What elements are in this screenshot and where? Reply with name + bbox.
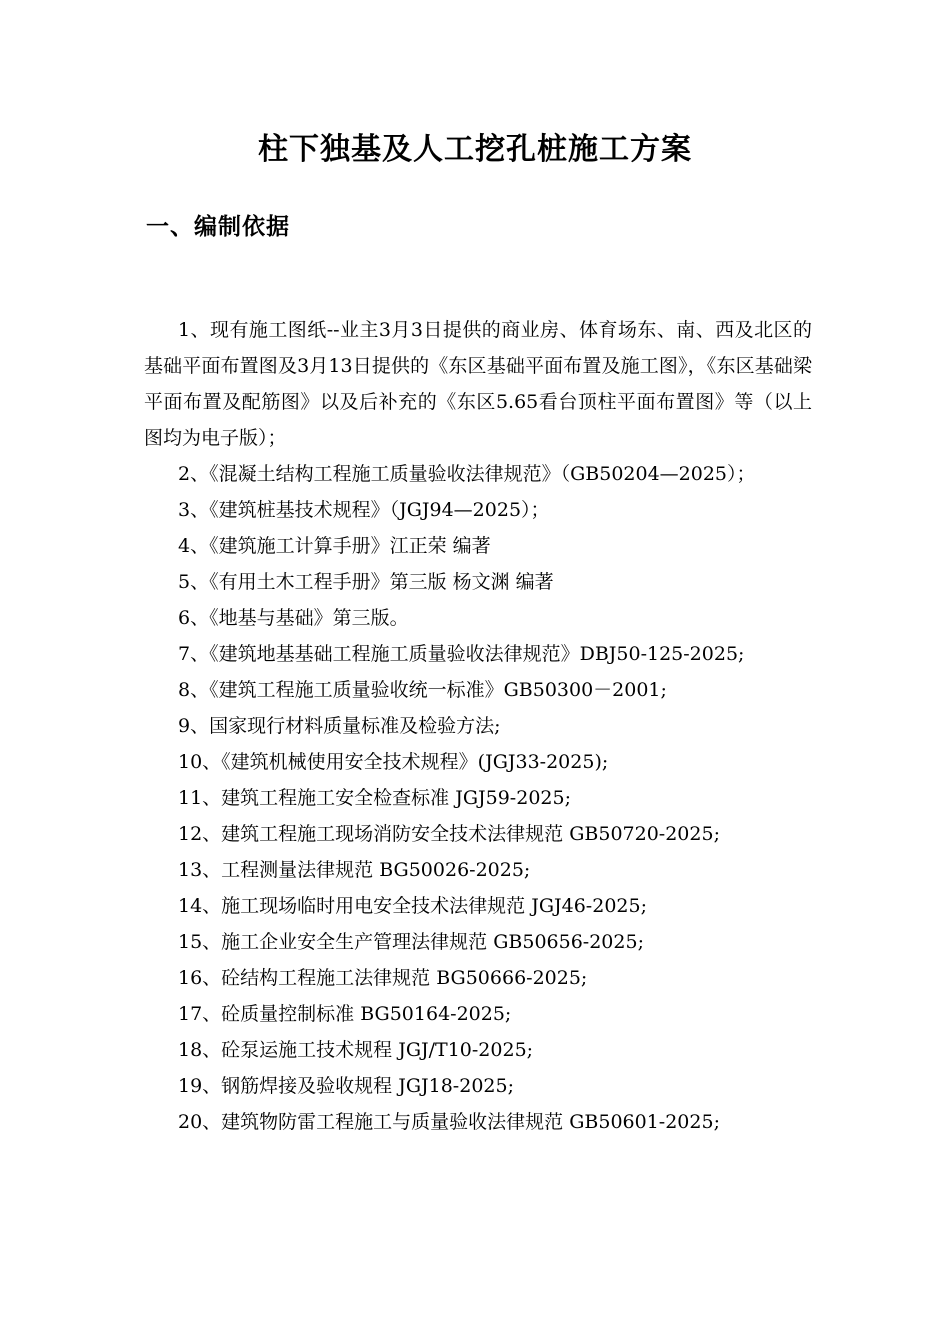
list-item: 3、《建筑桩基技术规程》（JGJ94—2025）； [178,499,550,521]
list-item: 15、施工企业安全生产管理法律规范 GB50656-2025; [178,931,644,953]
list-item: 6、《地基与基础》第三版。 [178,607,409,629]
section-heading: 一、编制依据 [146,214,290,240]
list-item: 7、《建筑地基基础工程施工质量验收法律规范》DBJ50-125-2025; [178,643,745,665]
list-item: 13、工程测量法律规范 BG50026-2025; [178,859,531,881]
list-item: 10、《建筑机械使用安全技术规程》(JGJ33-2025); [178,751,609,773]
list-item: 18、砼泵运施工技术规程 JGJ/T10-2025; [178,1039,534,1061]
list-item: 20、建筑物防雷工程施工与质量验收法律规范 GB50601-2025; [178,1111,720,1133]
list-item: 2、《混凝土结构工程施工质量验收法律规范》（GB50204—2025）； [178,463,756,485]
list-item: 4、《建筑施工计算手册》江正荣 编著 [178,535,491,557]
document-title: 柱下独基及人工挖孔桩施工方案 [258,132,692,167]
list-item: 17、砼质量控制标准 BG50164-2025; [178,1003,512,1025]
list-item: 19、钢筋焊接及验收规程 JGJ18-2025; [178,1075,514,1097]
basis-list [144,312,812,1140]
list-item: 1、现有施工图纸--业主3月3日提供的商业房、体育场东、南、西及北区的基础平面布置图及3月13日提供的《东区基础平面布置及施工图》，《东区基础梁平面布置及配筋图》以及后补充的《东区5.65看台顶柱平面布置图》等（以上图均为电子版）； [144,319,812,449]
list-item: 12、建筑工程施工现场消防安全技术法律规范 GB50720-2025; [178,823,720,845]
list-item: 9、国家现行材料质量标准及检验方法; [178,715,501,737]
list-item: 8、《建筑工程施工质量验收统一标准》GB50300－2001; [178,679,667,701]
list-item: 5、《有用土木工程手册》第三版 杨文渊 编著 [178,571,554,593]
list-item: 16、砼结构工程施工法律规范 BG50666-2025; [178,967,588,989]
list-item: 14、施工现场临时用电安全技术法律规范 JGJ46-2025; [178,895,647,917]
list-item: 11、建筑工程施工安全检查标准 JGJ59-2025; [178,787,571,809]
